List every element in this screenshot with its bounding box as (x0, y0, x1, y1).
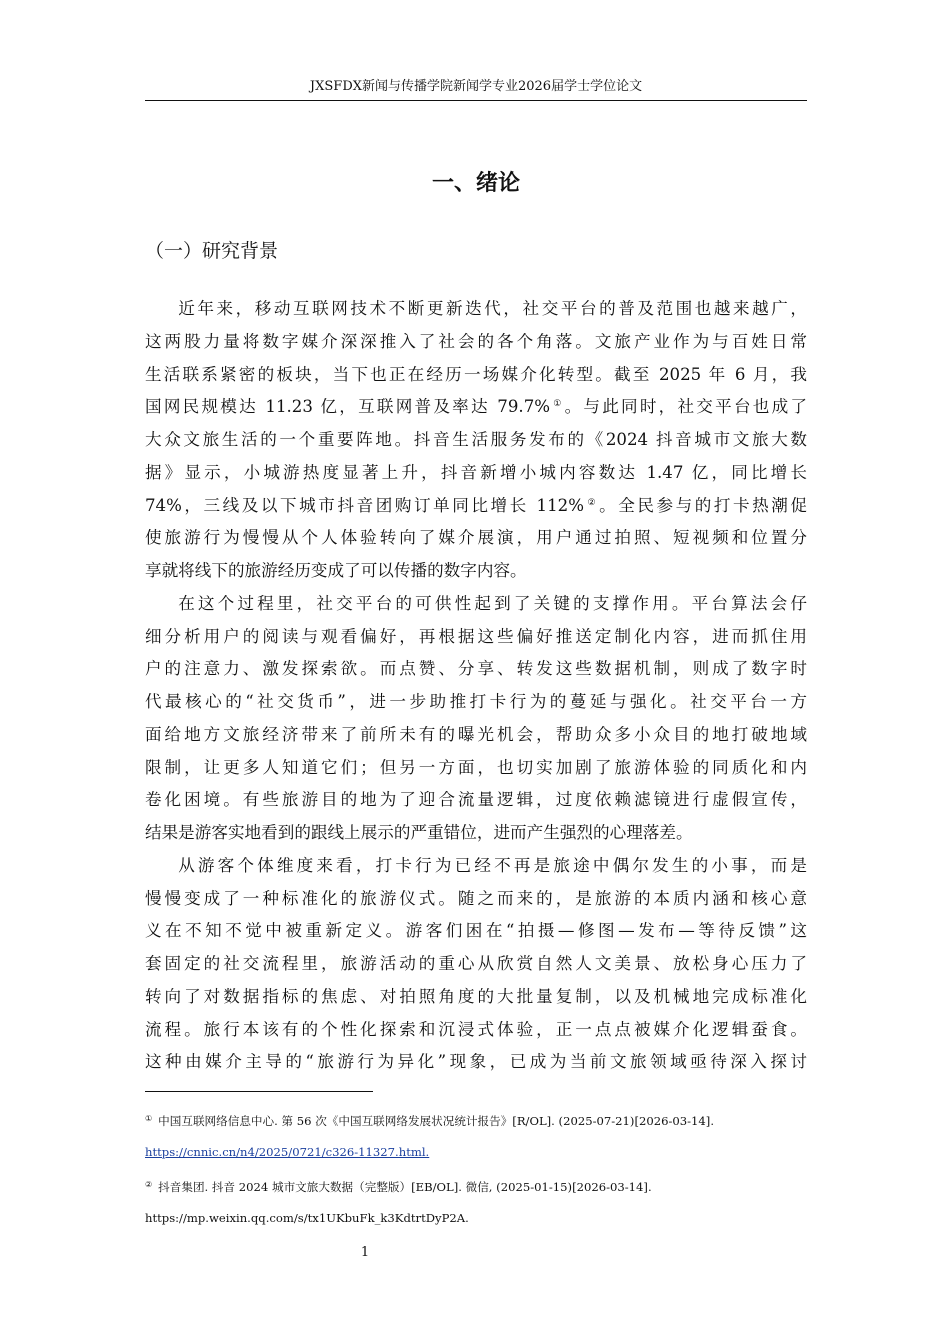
paragraph-1-line-4 (145, 391, 807, 424)
footnote-2-link: https://mp.weixin.qq.com/s/tx1UKbuFk_k3KdtrtDyP2A. (145, 1211, 469, 1225)
paragraph-1-line-3: 生活联系紧密的板块，当下也正在经历一场媒介化转型。截至 2025 年 6 月，我 (145, 364, 807, 384)
paragraph-3-line-4: 套固定的社交流程里，旅游活动的重心从欣赏自然人文美景、放松身心压力了 (145, 954, 807, 973)
paragraph-2-line-3: 户的注意力、激发探索欲。而点赞、分享、转发这些数据机制，则成了数字时 (145, 659, 807, 679)
paragraph-1-line-9: 享就将线下的旅游经历变成了可以传播的数字内容。 (145, 561, 527, 580)
page-number: 1 (360, 1245, 370, 1260)
footnote-2 (145, 1176, 815, 1196)
running-header: JXSFDX新闻与传播学院新闻学专业2026届学士学位论文 (309, 79, 643, 94)
footnote-ref-2[interactable]: ② (584, 497, 599, 508)
body-text (145, 293, 807, 1079)
footnote-1-marker: ① (145, 1114, 153, 1123)
paragraph-2-line-8: 结果是游客实地看到的跟线上展示的严重错位，进而产生强烈的心理落差。 (145, 823, 693, 842)
paragraph-1-line-1: 近年来，移动互联网技术不断更新迭代，社交平台的普及范围也越来越广， (178, 299, 807, 318)
section-title: （一）研究背景 (145, 240, 279, 262)
paragraph-1-line-6: 据》显示，小城游热度显著上升，抖音新增小城内容数达 1.47 亿，同比增长 (145, 462, 807, 482)
footnote-ref-1[interactable]: ① (551, 399, 564, 410)
paragraph-2-line-2: 细分析用户的阅读与观看偏好，再根据这些偏好推送定制化内容，进而抓住用 (145, 626, 807, 646)
footnote-1 (145, 1110, 815, 1130)
paragraph-1-line-5: 大众文旅生活的一个重要阵地。抖音生活服务发布的《2024 抖音城市文旅大数 (145, 430, 807, 449)
footnote-1-link[interactable]: https://cnnic.cn/n4/2025/0721/c326-11327.html. (145, 1145, 430, 1159)
paragraph-3-line-2: 慢慢变成了一种标准化的旅游仪式。随之而来的，是旅游的本质内涵和核心意 (145, 888, 807, 908)
paragraph-1-line-7-tail: 。全民参与的打卡热潮促 (599, 495, 807, 515)
paragraph-2-line-1: 在这个过程里，社交平台的可供性起到了关键的支撑作用。平台算法会仔 (178, 593, 807, 613)
footnote-2-text: 抖音集团. 抖音 2024 城市文旅大数据（完整版）[EB/OL]. 微信, (2025-01-15)[2026-03-14]. (158, 1180, 652, 1194)
paragraph-2-line-4: 代最核心的“社交货币”，进一步助推打卡行为的蔓延与强化。社交平台一方 (145, 692, 807, 711)
paragraph-3-line-1: 从游客个体维度来看，打卡行为已经不再是旅途中偶尔发生的小事，而是 (178, 855, 807, 875)
paragraph-3-line-6: 流程。旅行本该有的个性化探索和沉浸式体验，正一点点被媒介化逻辑蚕食。 (145, 1019, 807, 1039)
paragraph-2-line-5: 面给地方文旅经济带来了前所未有的曝光机会，帮助众多小众目的地打破地域 (145, 724, 807, 744)
header-rule (145, 100, 807, 101)
paragraph-1-line-2: 这两股力量将数字媒介深深推入了社会的各个角落。文旅产业作为与百姓日常 (145, 331, 807, 351)
paragraph-3-line-7: 这种由媒介主导的“旅游行为异化”现象，已成为当前文旅领域亟待深入探讨 (145, 1052, 807, 1072)
paragraph-1-line-8: 使旅游行为慢慢从个人体验转向了媒介展演，用户通过拍照、短视频和位置分 (145, 528, 807, 548)
paragraph-1-line-7-text: 74%，三线及以下城市抖音团购订单同比增长 112% (145, 495, 584, 515)
paragraph-2-line-7: 卷化困境。有些旅游目的地为了迎合流量逻辑，过度依赖滤镜进行虚假宣传， (145, 790, 807, 810)
footnote-separator (145, 1091, 373, 1092)
chapter-title: 一、绪论 (431, 171, 520, 196)
paragraph-3-line-5: 转向了对数据指标的焦虑、对拍照角度的大批量复制，以及机械地完成标准化 (145, 986, 807, 1006)
paragraph-1-line-4-text: 国网民规模达 11.23 亿，互联网普及率达 79.7% (145, 397, 551, 417)
footnote-2-link-row (145, 1209, 815, 1227)
paragraph-2-line-6: 限制，让更多人知道它们；但另一方面，也切实加剧了旅游体验的同质化和内 (145, 757, 807, 777)
footnote-1-text: 中国互联网络信息中心. 第 56 次《中国互联网络发展状况统计报告》[R/OL]. (2025-07-21)[2026-03-14]. (158, 1114, 715, 1128)
footnote-2-marker: ② (145, 1180, 153, 1189)
footnote-1-link-row (145, 1143, 815, 1161)
paragraph-3-line-3: 义在不知不觉中被重新定义。游客们困在“拍摄—修图—发布—等待反馈”这 (145, 921, 807, 941)
paragraph-1-line-4-tail: 。与此同时，社交平台也成了 (564, 397, 807, 417)
paragraph-1-line-7 (145, 490, 807, 523)
